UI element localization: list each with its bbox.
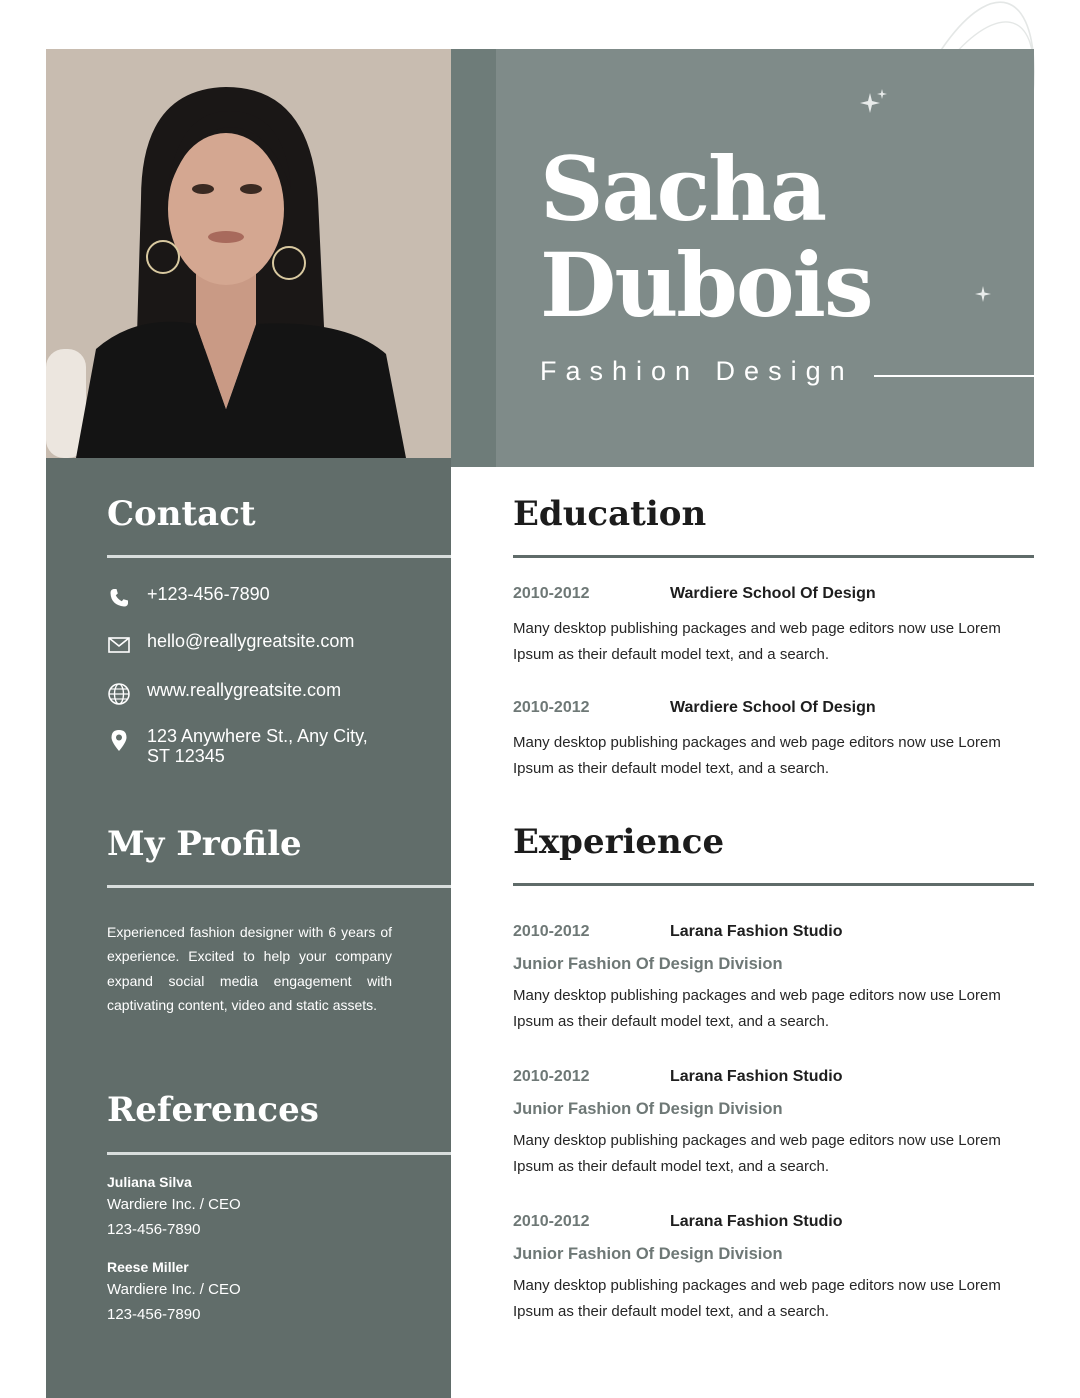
first-name: Sacha [540, 137, 826, 241]
education-desc: Many desktop publishing packages and web page editors now use Lorem Ipsum as their default model text, and a search. [513, 620, 1001, 663]
header-band [496, 49, 1034, 467]
experience-desc: Many desktop publishing packages and web page editors now use Lorem Ipsum as their default model text, and a search. [513, 1277, 1001, 1320]
experience-heading: Experience [513, 822, 725, 862]
experience-desc: Many desktop publishing packages and web page editors now use Lorem Ipsum as their default model text, and a search. [513, 1132, 1001, 1175]
header-accent-strip [451, 49, 496, 467]
experience-role: Junior Fashion Of Design Division [513, 955, 783, 973]
contact-address [107, 726, 387, 766]
contact-website [107, 680, 387, 706]
phone-icon [107, 586, 131, 610]
location-pin-icon [107, 728, 131, 752]
experience-years: 2010-2012 [513, 923, 590, 940]
profile-text: Experienced fashion designer with 6 years of experience. Excited to help your company expand social media engagement with captivating content, video and static assets. [107, 924, 392, 1014]
sidebar [46, 458, 451, 1398]
experience-company: Larana Fashion Studio [670, 1068, 843, 1085]
reference-name: Juliana Silva [107, 1174, 192, 1190]
references-heading: References [107, 1090, 319, 1130]
contact-email [107, 631, 387, 657]
reference-company: Wardiere Inc. / CEO [107, 1196, 241, 1213]
education-desc: Many desktop publishing packages and web page editors now use Lorem Ipsum as their default model text, and a search. [513, 734, 1001, 777]
address-text: 123 Anywhere St., Any City, ST 12345 [147, 726, 368, 766]
profile-divider [107, 885, 451, 888]
last-name: Dubois [540, 233, 872, 337]
contact-phone [107, 584, 387, 610]
profile-photo [46, 49, 451, 458]
reference-phone: 123-456-7890 [107, 1306, 201, 1323]
website-text: www.reallygreatsite.com [147, 680, 342, 700]
sparkle-icon [858, 89, 890, 117]
reference-name: Reese Miller [107, 1259, 189, 1275]
contact-heading: Contact [107, 494, 256, 534]
experience-company: Larana Fashion Studio [670, 923, 843, 940]
education-years: 2010-2012 [513, 699, 590, 716]
education-heading: Education [513, 494, 707, 534]
experience-role: Junior Fashion Of Design Division [513, 1100, 783, 1118]
reference-phone: 123-456-7890 [107, 1221, 201, 1238]
experience-years: 2010-2012 [513, 1213, 590, 1230]
email-text: hello@reallygreatsite.com [147, 631, 355, 651]
contact-divider [107, 555, 451, 558]
experience-desc: Many desktop publishing packages and web page editors now use Lorem Ipsum as their default model text, and a search. [513, 987, 1001, 1030]
education-years: 2010-2012 [513, 585, 590, 602]
reference-company: Wardiere Inc. / CEO [107, 1281, 241, 1298]
experience-years: 2010-2012 [513, 1068, 590, 1085]
experience-role: Junior Fashion Of Design Division [513, 1245, 783, 1263]
profile-heading: My Profile [107, 824, 302, 864]
references-divider [107, 1152, 451, 1155]
experience-divider [513, 883, 1034, 886]
mail-icon [107, 633, 131, 657]
education-school: Wardiere School Of Design [670, 699, 876, 716]
experience-company: Larana Fashion Studio [670, 1213, 843, 1230]
sparkle-small-icon [974, 285, 992, 303]
title-divider [874, 375, 1034, 377]
education-school: Wardiere School Of Design [670, 585, 876, 602]
globe-icon [107, 682, 131, 706]
job-title: Fashion Design [540, 356, 854, 386]
education-divider [513, 555, 1034, 558]
phone-text: +123-456-7890 [147, 584, 270, 604]
